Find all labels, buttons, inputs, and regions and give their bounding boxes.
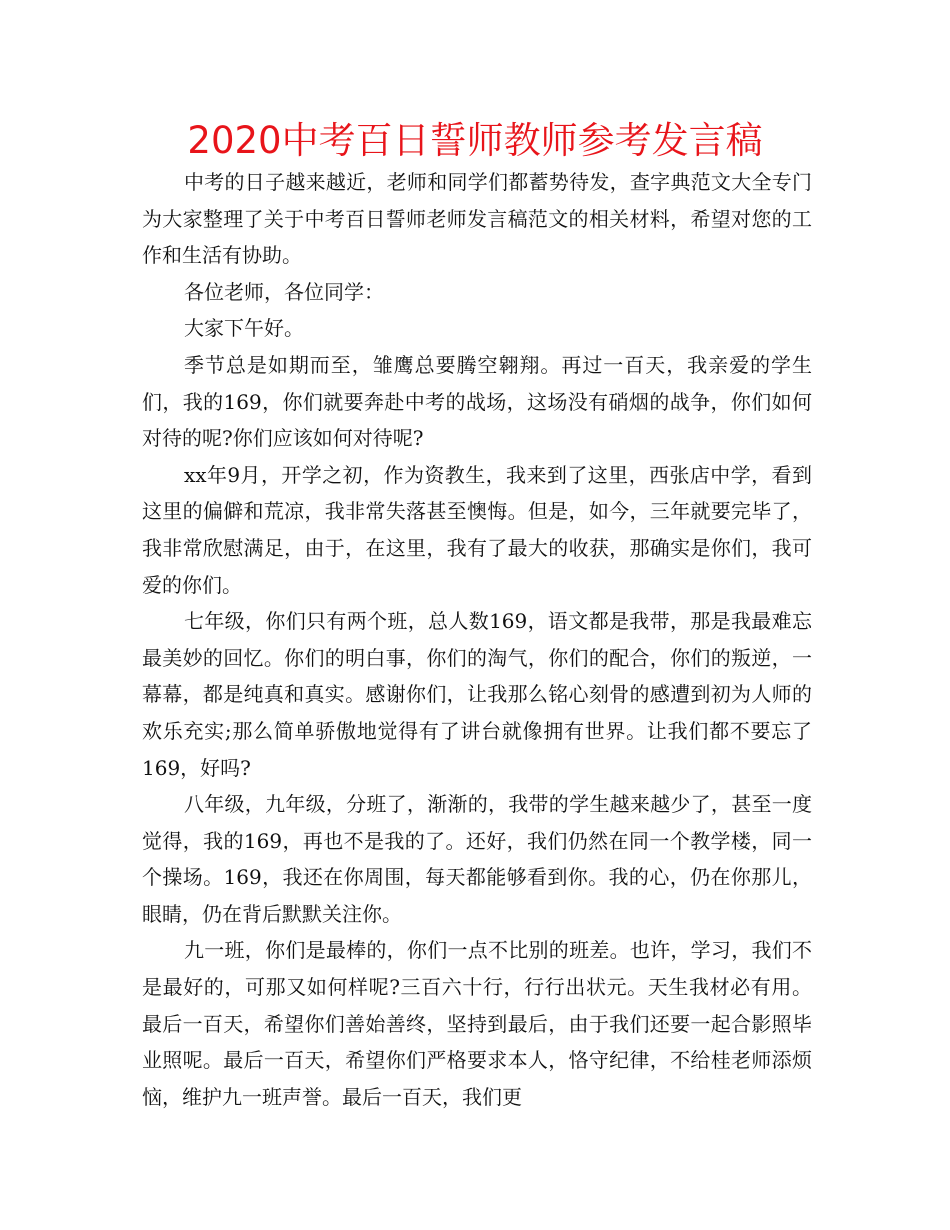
- paragraph-grade-seven: 七年级，你们只有两个班，总人数169，语文都是我带，那是我最难忘最美妙的回忆。你们的明白事，你们的淘气，你们的配合，你们的叛逆，一幕幕，都是纯真和真实。感谢你们，让我那么铭心刻骨的感遭到初为人师的欢乐充实;那么简单骄傲地觉得有了讲台就像拥有世界。让我们都不要忘了169，好吗?: [142, 609, 812, 780]
- paragraph-season: 季节总是如期而至，雏鹰总要腾空翱翔。再过一百天，我亲爱的学生们，我的169，你们就要奔赴中考的战场，这场没有硝烟的战争，你们如何对待的呢?你们应该如何对待呢?: [142, 352, 812, 451]
- paragraph-grade-eight-nine: 八年级，九年级，分班了，渐渐的，我带的学生越来越少了，甚至一度觉得，我的169，再也不是我的了。还好，我们仍然在同一个教学楼，同一个操场。169，我还在你周围，每天都能够看到你。我的心，仍在你那儿，眼睛，仍在背后默默关注你。: [142, 792, 812, 926]
- document-body: [142, 164, 812, 1115]
- paragraph-salutation: 各位老师，各位同学：: [184, 279, 384, 304]
- paragraph-intro: 中考的日子越来越近，老师和同学们都蓄势待发，查字典范文大全专门为大家整理了关于中考百日誓师老师发言稿范文的相关材料，希望对您的工作和生活有协助。: [142, 170, 812, 268]
- paragraph-arrival: xx年9月，开学之初，作为资教生，我来到了这里，西张店中学，看到这里的偏僻和荒凉，我非常失落甚至懊悔。但是，如今，三年就要完毕了，我非常欣慰满足，由于，在这里，我有了最大的收获，那确实是你们，我可爱的你们。: [142, 462, 812, 597]
- paragraph-class-nine-one: 九一班，你们是最棒的，你们一点不比别的班差。也许，学习，我们不是最好的，可那又如何样呢?三百六十行，行行出状元。天生我材必有用。最后一百天，希望你们善始善终，坚持到最后，由于我们还要一起合影照毕业照呢。最后一百天，希望你们严格要求本人，恪守纪律，不给桂老师添烦恼，维护九一班声誉。最后一百天，我们更: [142, 938, 812, 1109]
- document-title: 2020中考百日誓师教师参考发言稿: [187, 119, 763, 162]
- paragraph-greeting: 大家下午好。: [184, 316, 304, 341]
